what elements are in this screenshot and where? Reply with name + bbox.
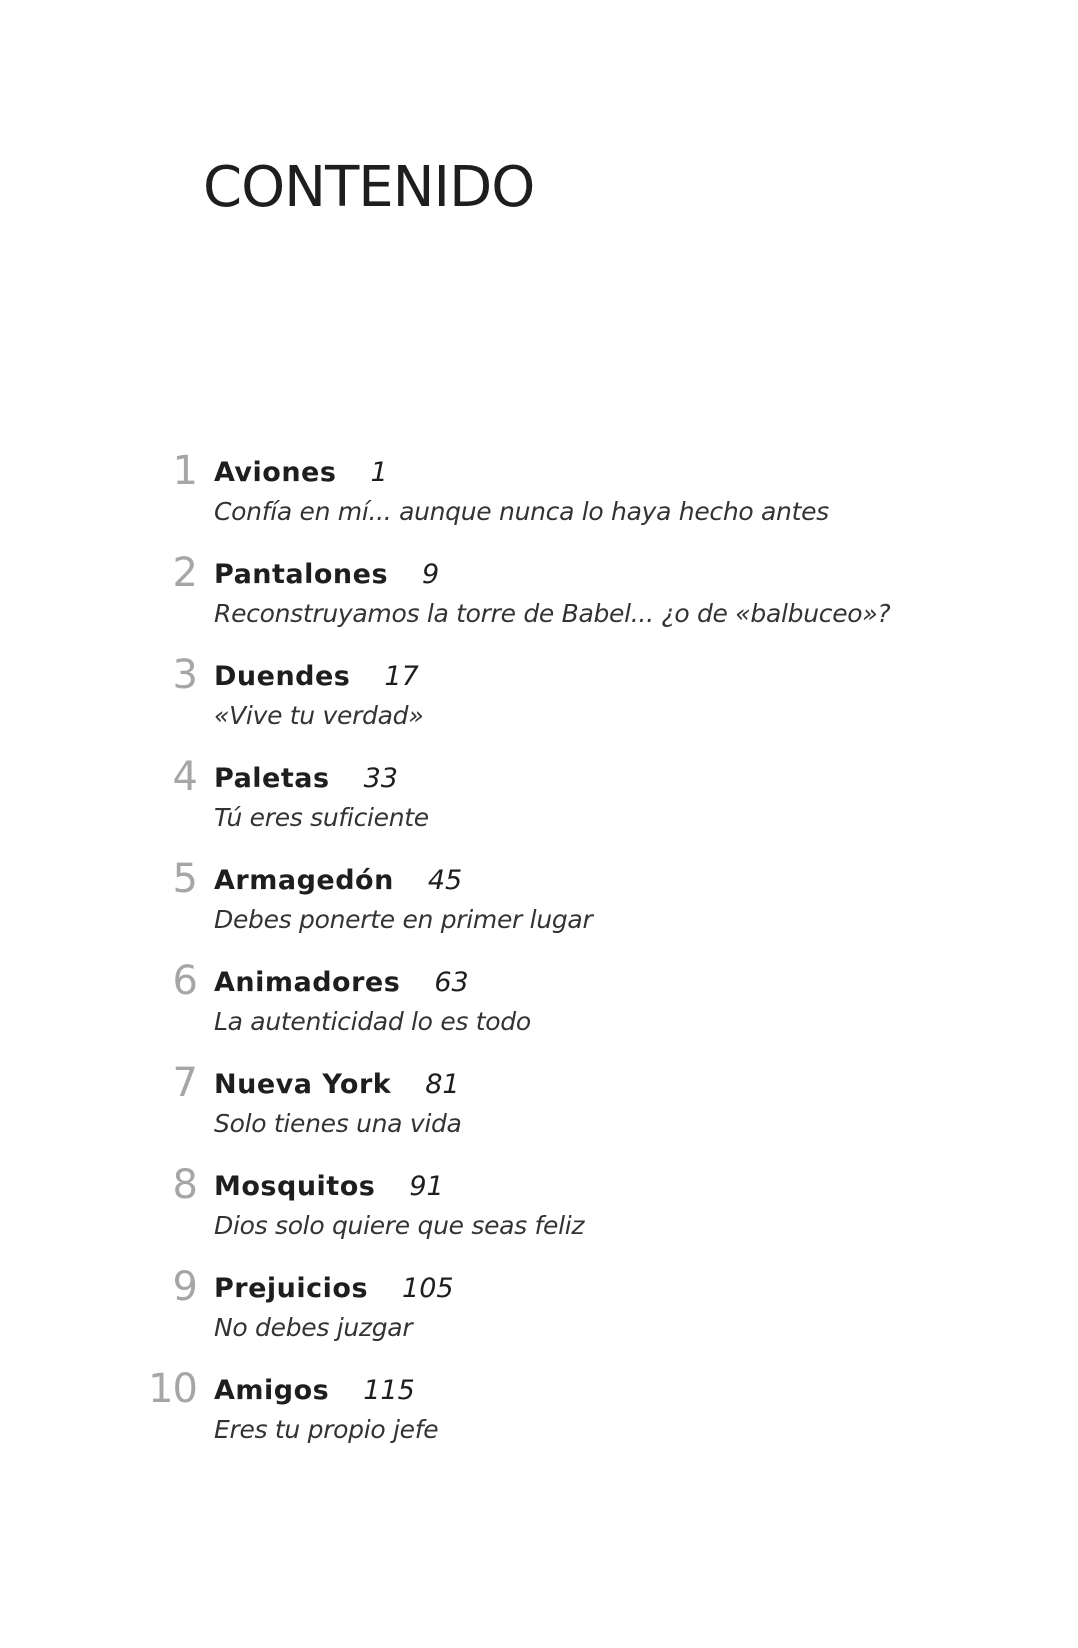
chapter-number: 5 (172, 856, 197, 902)
table-of-contents (0, 448, 1078, 1475)
toc-entry-4[interactable] (0, 754, 1078, 863)
toc-entry-6[interactable] (0, 958, 1078, 1067)
chapter-title[interactable]: Aviones (214, 457, 337, 488)
page-title: CONTENIDO (203, 155, 535, 220)
toc-entry-3[interactable] (0, 652, 1078, 761)
page-number: 17 (384, 661, 419, 692)
toc-entry-1[interactable] (0, 448, 1078, 557)
toc-entry-2[interactable] (0, 550, 1078, 659)
chapter-number: 10 (148, 1366, 197, 1412)
chapter-number: 3 (172, 652, 197, 698)
page-number: 45 (427, 865, 463, 896)
chapter-number: 8 (172, 1162, 197, 1208)
chapter-subtitle: Debes ponerte en primer lugar (214, 905, 593, 934)
chapter-title[interactable]: Animadores (214, 967, 401, 998)
page-number: 81 (425, 1069, 460, 1100)
chapter-number: 4 (172, 754, 197, 800)
chapter-title[interactable]: Pantalones (214, 559, 389, 590)
chapter-number: 2 (172, 550, 197, 596)
chapter-subtitle: Eres tu propio jefe (214, 1415, 439, 1444)
toc-entry-7[interactable] (0, 1060, 1078, 1169)
page-number: 115 (363, 1375, 415, 1406)
toc-entry-8[interactable] (0, 1162, 1078, 1271)
chapter-subtitle: «Vive tu verdad» (214, 701, 424, 730)
toc-entry-10[interactable] (0, 1366, 1078, 1475)
chapter-title[interactable]: Nueva York (214, 1069, 392, 1100)
chapter-number: 6 (172, 958, 197, 1004)
chapter-title[interactable]: Armagedón (214, 865, 394, 896)
page-number: 105 (402, 1273, 454, 1304)
chapter-title[interactable]: Mosquitos (214, 1171, 376, 1202)
chapter-title[interactable]: Paletas (214, 763, 330, 794)
chapter-subtitle: Reconstruyamos la torre de Babel... ¿o de «balbuceo»? (214, 599, 891, 628)
chapter-title[interactable]: Amigos (214, 1375, 330, 1406)
chapter-subtitle: No debes juzgar (214, 1313, 413, 1342)
chapter-number: 1 (172, 448, 197, 494)
chapter-number: 9 (172, 1264, 197, 1310)
chapter-subtitle: Confía en mí... aunque nunca lo haya hecho antes (214, 497, 829, 526)
page-number: 1 (370, 457, 388, 488)
chapter-number: 7 (172, 1060, 197, 1106)
page-number: 33 (363, 763, 398, 794)
chapter-subtitle: Solo tienes una vida (214, 1109, 462, 1138)
toc-entry-5[interactable] (0, 856, 1078, 965)
chapter-title[interactable]: Prejuicios (214, 1273, 369, 1304)
page-number: 63 (434, 967, 469, 998)
page-number: 91 (409, 1171, 444, 1202)
chapter-subtitle: Tú eres suficiente (214, 803, 429, 832)
page-number: 9 (422, 559, 440, 590)
chapter-subtitle: La autenticidad lo es todo (214, 1007, 531, 1036)
chapter-title[interactable]: Duendes (214, 661, 351, 692)
toc-entry-9[interactable] (0, 1264, 1078, 1373)
chapter-subtitle: Dios solo quiere que seas feliz (214, 1211, 585, 1240)
